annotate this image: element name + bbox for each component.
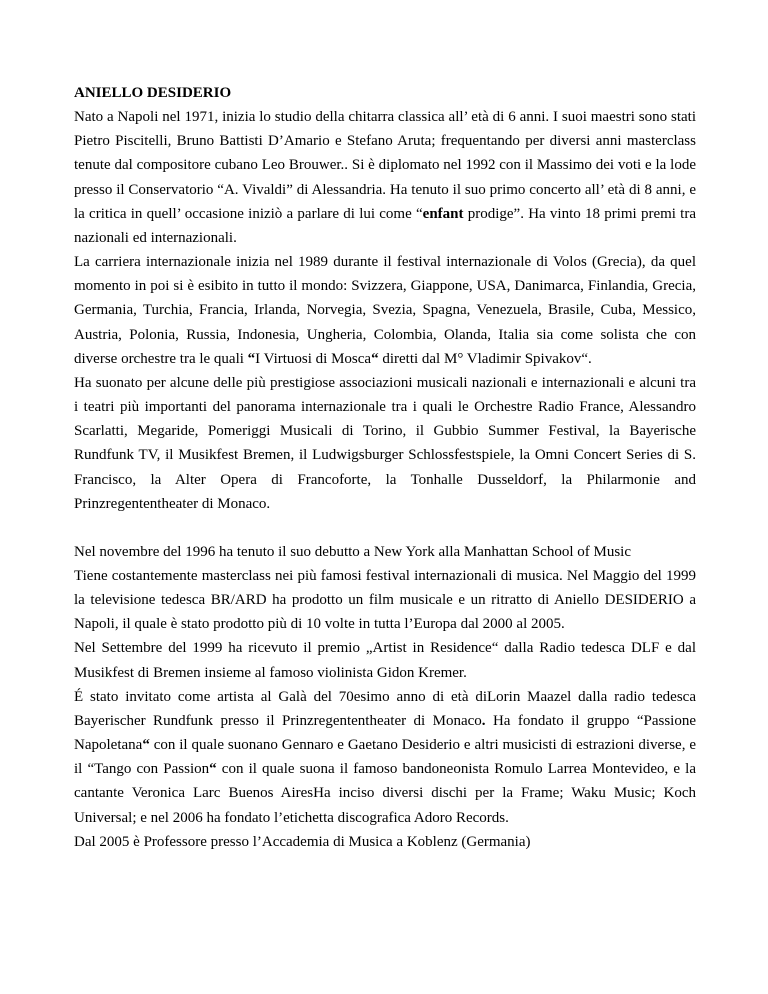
paragraph-international-career	[74, 250, 696, 371]
paragraph-ensembles	[74, 685, 696, 830]
document-page	[74, 81, 696, 854]
bold-text: “	[142, 737, 150, 754]
bold-text: “	[247, 350, 256, 367]
paragraph-early-life	[74, 105, 696, 250]
paragraph-text: diretti dal M° Vladimir Spivakov“.	[378, 350, 592, 367]
paragraph-text: con il quale suona il famoso bandoneonista Romulo Larrea Montevideo, e la cantante Veronica Larc Buenos AiresHa inciso diversi dischi per la Frame; Waku Music; Koch Universal; e nel 2006 ha fondato l’etichetta discografica Adoro Records.	[74, 761, 697, 826]
paragraph-spacer	[74, 516, 696, 540]
paragraph-masterclass: Tiene costantemente masterclass nei più famosi festival internazionali di musica. Nel Maggio del 1999 la televisione tedesca BR/ARD ha prodotto un film musicale e un ritratto di Aniello DESIDERIO a Napoli, il quale è stato prodotto più di 10 volte in tutta l’Europa dal 2000 al 2005.	[74, 567, 696, 633]
bold-text: enfant	[422, 205, 464, 222]
bold-text: “	[209, 761, 217, 778]
bold-text: .	[481, 712, 486, 729]
paragraph-professorship: Dal 2005 è Professore presso l’Accademia di Musica a Koblenz (Germania)	[74, 833, 531, 850]
paragraph-text: Nato a Napoli nel 1971, inizia lo studio della chitarra classica all’ età di 6 anni. I suoi maestri sono stati Pietro Piscitelli, Bruno Battisti D’Amario e Stefano Aruta; frequentando per diversi anni masterclass tenute dal compositore cubano Leo Brouwer.. Si è diplomato nel 1992 con il Massimo dei voti e la lode presso il Conservatorio “A. Vivaldi” di Alessandria. Ha tenuto il suo primo concerto all’ età di 8 anni, e la critica in quell’ occasione iniziò a parlare di lui come “	[74, 109, 696, 222]
paragraph-text: É stato invitato come artista al Galà del 70esimo anno di età diLorin Maazel dalla radio tedesca Bayerischer Rundfunk presso il Prinzregententheater di Monaco	[74, 688, 696, 729]
paragraph-text: con il quale suonano Gennaro e Gaetano Desiderio e altri musicisti di estrazioni diverse, e il “Tango con Passion	[74, 737, 696, 778]
document-title: ANIELLO DESIDERIO	[74, 85, 232, 101]
paragraph-text: I Virtuosi di Mosca	[255, 350, 372, 367]
paragraph-new-york-debut: Nel novembre del 1996 ha tenuto il suo debutto a New York alla Manhattan School of Music	[74, 543, 631, 560]
paragraph-text: Ha fondato il gruppo “Passione Napoletana	[74, 712, 696, 754]
paragraph-text: prodige”. Ha vinto 18 primi premi tra nazionali ed internazionali.	[74, 205, 696, 246]
bold-text: “	[371, 350, 379, 367]
paragraph-award: Nel Settembre del 1999 ha ricevuto il premio „Artist in Residence“ dalla Radio tedesca DLF e dal Musikfest di Bremen insieme al famoso violinista Gidon Kremer.	[74, 640, 696, 681]
paragraph-venues: Ha suonato per alcune delle più prestigiose associazioni musicali nazionali e internazionali e alcuni tra i teatri più importanti del panorama internazionale tra i quali le Orchestre Radio France, Alessandro Scarlatti, Megaride, Pomeriggi Musicali di Torino, il Gubbio Summer Festival, la Bayerische Rundfunk TV, il Musikfest Bremen, il Ludwigsburger Schlossfestspiele, la Omni Concert Series di S. Francisco, la Alter Opera di Francoforte, la Tonhalle Dusseldorf, la Philarmonie and Prinzregententheater di Monaco.	[74, 374, 696, 512]
paragraph-text: La carriera internazionale inizia nel 1989 durante il festival internazionale di Volos (Grecia), da quel momento in poi si è esibito in tutto il mondo: Svizzera, Giappone, USA, Danimarca, Finlandia, Grecia, Germania, Turchia, Francia, Irlanda, Norvegia, Svezia, Spagna, Venezuela, Brasile, Cuba, Messico, Austria, Polonia, Russia, Indonesia, Ungheria, Colombia, Olanda, Italia sia come solista che con diverse orchestre tra le quali	[74, 254, 696, 367]
